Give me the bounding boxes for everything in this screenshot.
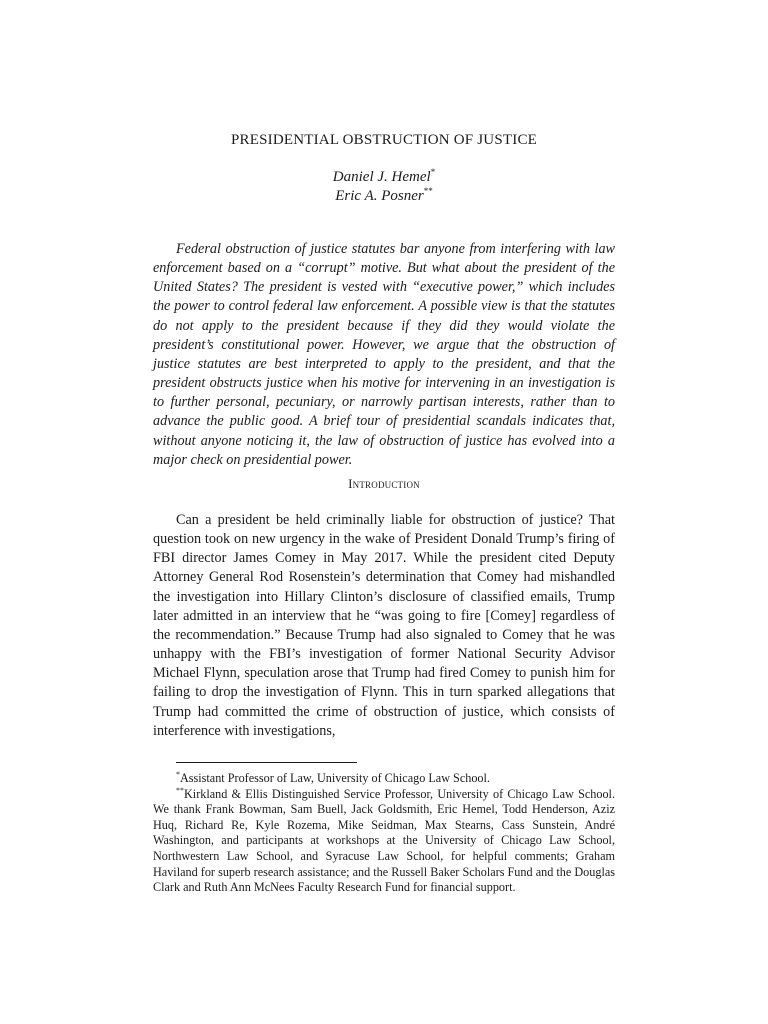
paper-title: PRESIDENTIAL OBSTRUCTION OF JUSTICE: [230, 132, 538, 148]
section-heading: Introduction: [348, 476, 420, 491]
author-footnote-mark: **: [423, 186, 433, 196]
footnotes: [153, 771, 615, 896]
abstract: Federal obstruction of justice statutes bar anyone from interfering with law enforcement based on a “corrupt” motive. But what about the president of the United States? The president is vested with “executive power,” which includes the power to control federal law enforcement. A possible view is that the statutes do not apply to the president because if they did they would violate the president’s constitutional power. However, we argue that the obstruction of justice statutes are best interpreted to apply to the president, and that the president obstructs justice when his motive for intervening in an investigation is to further personal, pecuniary, or narrowly partisan interests, rather than to advance the public good. A brief tour of presidential scandals indicates that, without anyone noticing it, the law of obstruction of justice has evolved into a major check on presidential power.: [153, 241, 615, 468]
footnote-divider: [176, 762, 357, 763]
footnote-mark: *: [176, 770, 180, 779]
footnote-1: [153, 771, 615, 787]
author-footnote-mark: *: [430, 167, 436, 177]
author-name: Eric A. Posner: [335, 188, 424, 204]
footnote-text: Assistant Professor of Law, University of Chicago Law School.: [180, 771, 490, 785]
footnote-text: Kirkland & Ellis Distinguished Service Professor, University of Chicago Law School. We thank Frank Bowman, Sam Buell, Jack Goldsmith, Eric Hemel, Todd Henderson, Aziz Huq, Richard Re, Kyle Rozema, Mike Seidman, Max Stearns, Cass Sunstein, André Washington, and participants at workshops at the University of Chicago Law School, Northwestern Law School, and Syracuse Law School, for helpful comments; Graham Haviland for superb research assistance; and the Russell Baker Scholars Fund and the Douglas Clark and Ruth Ann McNees Faculty Research Fund for financial support.: [153, 786, 615, 895]
author-block: [153, 168, 615, 206]
body-paragraph: Can a president be held criminally liable for obstruction of justice? That question took on new urgency in the wake of President Donald Trump’s firing of FBI director James Comey in May 2017. While the president cited Deputy Attorney General Rod Rosenstein’s determination that Comey had mishandled the investigation into Hillary Clinton’s disclosure of classified emails, Trump later admitted in an interview that he “was going to fire [Comey] regardless of the recommendation.” Because Trump had also signaled to Comey that he was unhappy with the FBI’s investigation of former National Security Advisor Michael Flynn, speculation arose that Trump had fired Comey to punish him for failing to drop the investigation of Flynn. This in turn sparked allegations that Trump had committed the crime of obstruction of justice, which consists of interference with investigations,: [153, 512, 615, 739]
author-name: Daniel J. Hemel: [332, 169, 431, 185]
footnote-2: [153, 787, 615, 896]
author-2: [153, 187, 615, 206]
footnote-mark: **: [176, 785, 184, 795]
author-1: [153, 168, 615, 187]
